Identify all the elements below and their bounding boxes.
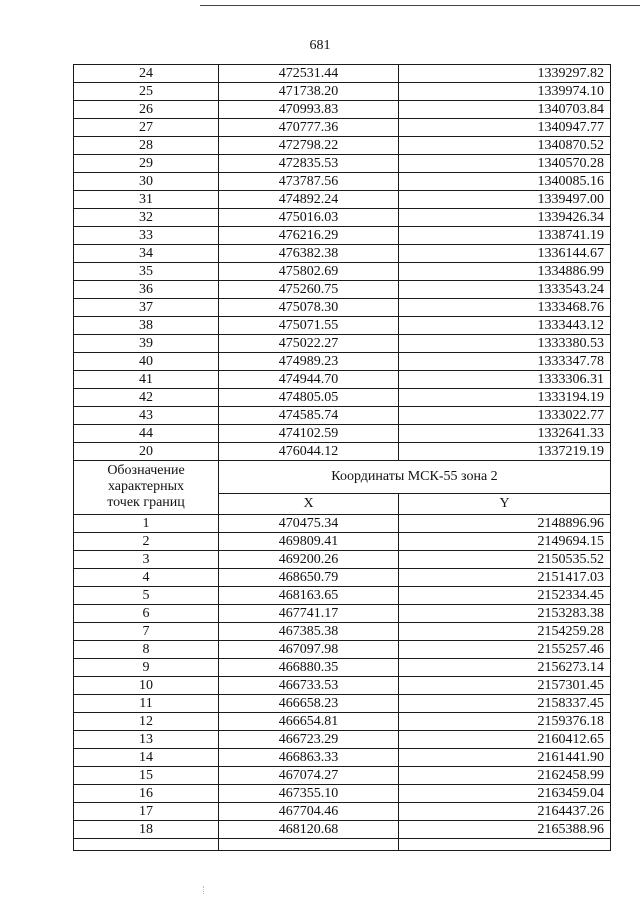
empty-cell	[399, 839, 611, 851]
point-number-cell: 43	[74, 407, 219, 425]
point-number-cell: 4	[74, 569, 219, 587]
point-number-cell: 32	[74, 209, 219, 227]
table-row	[74, 515, 611, 533]
table-row	[74, 677, 611, 695]
table-row	[74, 353, 611, 371]
x-coordinate-cell: 476044.12	[219, 443, 399, 461]
header-row	[74, 461, 611, 494]
point-number-cell: 25	[74, 83, 219, 101]
x-coordinate-cell: 466733.53	[219, 677, 399, 695]
x-coordinate-cell: 475078.30	[219, 299, 399, 317]
x-coordinate-cell: 472835.53	[219, 155, 399, 173]
x-coordinate-cell: 468163.65	[219, 587, 399, 605]
y-coordinate-cell: 1333194.19	[399, 389, 611, 407]
y-coordinate-cell: 2154259.28	[399, 623, 611, 641]
point-number-cell: 12	[74, 713, 219, 731]
y-coordinate-cell: 2156273.14	[399, 659, 611, 677]
y-coordinate-cell: 1333380.53	[399, 335, 611, 353]
x-coordinate-cell: 476382.38	[219, 245, 399, 263]
y-coordinate-cell: 1334886.99	[399, 263, 611, 281]
table-row	[74, 749, 611, 767]
x-coordinate-cell: 466654.81	[219, 713, 399, 731]
table-row	[74, 821, 611, 839]
point-number-cell: 41	[74, 371, 219, 389]
x-column-header: X	[219, 494, 399, 515]
y-coordinate-cell: 1333306.31	[399, 371, 611, 389]
table-row	[74, 209, 611, 227]
x-coordinate-cell: 474892.24	[219, 191, 399, 209]
x-coordinate-cell: 474805.05	[219, 389, 399, 407]
table-body	[74, 515, 611, 839]
point-number-cell: 34	[74, 245, 219, 263]
table-row	[74, 371, 611, 389]
point-number-cell: 8	[74, 641, 219, 659]
table-row	[74, 569, 611, 587]
table-row	[74, 335, 611, 353]
x-coordinate-cell: 474102.59	[219, 425, 399, 443]
x-coordinate-cell: 470777.36	[219, 119, 399, 137]
y-coordinate-cell: 1339426.34	[399, 209, 611, 227]
y-coordinate-cell: 2148896.96	[399, 515, 611, 533]
table-row	[74, 137, 611, 155]
point-number-cell: 33	[74, 227, 219, 245]
point-number-cell: 31	[74, 191, 219, 209]
x-coordinate-cell: 475260.75	[219, 281, 399, 299]
bottom-gap-row	[74, 839, 611, 851]
table-row	[74, 155, 611, 173]
table-row	[74, 83, 611, 101]
y-coordinate-cell: 1336144.67	[399, 245, 611, 263]
point-number-cell: 20	[74, 443, 219, 461]
y-coordinate-cell: 2158337.45	[399, 695, 611, 713]
point-number-cell: 13	[74, 731, 219, 749]
y-coordinate-cell: 2162458.99	[399, 767, 611, 785]
y-coordinate-cell: 2160412.65	[399, 731, 611, 749]
y-coordinate-cell: 1340570.28	[399, 155, 611, 173]
table-bottom-gap	[74, 839, 611, 851]
y-coordinate-cell: 1340085.16	[399, 173, 611, 191]
y-coordinate-cell: 2155257.46	[399, 641, 611, 659]
y-coordinate-cell: 1339974.10	[399, 83, 611, 101]
table-row	[74, 443, 611, 461]
top-rule	[200, 5, 640, 6]
point-number-cell: 5	[74, 587, 219, 605]
point-number-cell: 1	[74, 515, 219, 533]
point-number-cell: 3	[74, 551, 219, 569]
table-row	[74, 101, 611, 119]
point-number-cell: 29	[74, 155, 219, 173]
x-coordinate-cell: 470993.83	[219, 101, 399, 119]
table-row	[74, 587, 611, 605]
y-coordinate-cell: 1340703.84	[399, 101, 611, 119]
point-number-cell: 14	[74, 749, 219, 767]
table-row	[74, 713, 611, 731]
x-coordinate-cell: 475071.55	[219, 317, 399, 335]
y-coordinate-cell: 1340947.77	[399, 119, 611, 137]
y-coordinate-cell: 2163459.04	[399, 785, 611, 803]
point-number-cell: 26	[74, 101, 219, 119]
table-row	[74, 623, 611, 641]
y-coordinate-cell: 1333347.78	[399, 353, 611, 371]
point-number-cell: 17	[74, 803, 219, 821]
x-coordinate-cell: 475802.69	[219, 263, 399, 281]
point-number-cell: 36	[74, 281, 219, 299]
x-coordinate-cell: 474585.74	[219, 407, 399, 425]
table-row	[74, 641, 611, 659]
point-number-cell: 7	[74, 623, 219, 641]
x-coordinate-cell: 466658.23	[219, 695, 399, 713]
x-coordinate-cell: 474944.70	[219, 371, 399, 389]
table-row	[74, 299, 611, 317]
page-number: 681	[309, 38, 331, 53]
point-number-cell: 28	[74, 137, 219, 155]
point-number-cell: 27	[74, 119, 219, 137]
x-coordinate-cell: 475022.27	[219, 335, 399, 353]
point-number-cell: 44	[74, 425, 219, 443]
y-coordinate-cell: 2159376.18	[399, 713, 611, 731]
x-coordinate-cell: 466880.35	[219, 659, 399, 677]
x-coordinate-cell: 469200.26	[219, 551, 399, 569]
x-coordinate-cell: 470475.34	[219, 515, 399, 533]
table-row	[74, 551, 611, 569]
point-number-cell: 11	[74, 695, 219, 713]
table-row	[74, 785, 611, 803]
x-coordinate-cell: 472798.22	[219, 137, 399, 155]
empty-cell	[219, 839, 399, 851]
y-coordinate-cell: 1333022.77	[399, 407, 611, 425]
x-coordinate-cell: 467704.46	[219, 803, 399, 821]
table-row	[74, 245, 611, 263]
y-coordinate-cell: 2150535.52	[399, 551, 611, 569]
point-number-cell: 40	[74, 353, 219, 371]
y-coordinate-cell: 2161441.90	[399, 749, 611, 767]
x-coordinate-cell: 468120.68	[219, 821, 399, 839]
x-coordinate-cell: 467741.17	[219, 605, 399, 623]
coordinate-system-header: Координаты МСК-55 зона 2	[219, 461, 611, 494]
table-row	[74, 191, 611, 209]
table-row	[74, 227, 611, 245]
y-coordinate-cell: 1333443.12	[399, 317, 611, 335]
table-row	[74, 533, 611, 551]
table-row	[74, 425, 611, 443]
table-header	[74, 461, 611, 515]
y-coordinate-cell: 2151417.03	[399, 569, 611, 587]
y-coordinate-cell: 1340870.52	[399, 137, 611, 155]
y-coordinate-cell: 2153283.38	[399, 605, 611, 623]
y-coordinate-cell: 2149694.15	[399, 533, 611, 551]
point-number-cell: 35	[74, 263, 219, 281]
x-coordinate-cell: 474989.23	[219, 353, 399, 371]
x-coordinate-cell: 476216.29	[219, 227, 399, 245]
point-number-cell: 10	[74, 677, 219, 695]
x-coordinate-cell: 467385.38	[219, 623, 399, 641]
x-coordinate-cell: 473787.56	[219, 173, 399, 191]
x-coordinate-cell: 466723.29	[219, 731, 399, 749]
header-label-line: Обозначение	[107, 463, 185, 478]
coordinates-table	[73, 64, 611, 851]
y-coordinate-cell: 1337219.19	[399, 443, 611, 461]
x-coordinate-cell: 467074.27	[219, 767, 399, 785]
y-coordinate-cell: 1338741.19	[399, 227, 611, 245]
table-row	[74, 695, 611, 713]
table-row	[74, 767, 611, 785]
y-coordinate-cell: 1333543.24	[399, 281, 611, 299]
point-number-cell: 18	[74, 821, 219, 839]
x-coordinate-cell: 472531.44	[219, 65, 399, 83]
point-number-cell: 6	[74, 605, 219, 623]
point-number-cell: 42	[74, 389, 219, 407]
table-row	[74, 407, 611, 425]
point-number-cell: 9	[74, 659, 219, 677]
point-number-cell: 24	[74, 65, 219, 83]
scan-speck	[203, 886, 205, 894]
point-number-cell: 2	[74, 533, 219, 551]
table-row	[74, 317, 611, 335]
y-coordinate-cell: 1332641.33	[399, 425, 611, 443]
table-body-continued	[74, 65, 611, 461]
point-number-cell: 39	[74, 335, 219, 353]
point-number-cell: 37	[74, 299, 219, 317]
header-label-line: точек границ	[107, 495, 185, 510]
table-row	[74, 119, 611, 137]
y-coordinate-cell: 2165388.96	[399, 821, 611, 839]
table-row	[74, 281, 611, 299]
y-column-header: Y	[399, 494, 611, 515]
table-row	[74, 605, 611, 623]
x-coordinate-cell: 468650.79	[219, 569, 399, 587]
y-coordinate-cell: 1333468.76	[399, 299, 611, 317]
table-row	[74, 263, 611, 281]
x-coordinate-cell: 467355.10	[219, 785, 399, 803]
x-coordinate-cell: 469809.41	[219, 533, 399, 551]
point-number-cell: 30	[74, 173, 219, 191]
x-coordinate-cell: 466863.33	[219, 749, 399, 767]
y-coordinate-cell: 2157301.45	[399, 677, 611, 695]
point-number-cell: 38	[74, 317, 219, 335]
x-coordinate-cell: 471738.20	[219, 83, 399, 101]
point-number-cell: 15	[74, 767, 219, 785]
table-row	[74, 173, 611, 191]
point-number-cell: 16	[74, 785, 219, 803]
y-coordinate-cell: 1339497.00	[399, 191, 611, 209]
table-row	[74, 731, 611, 749]
y-coordinate-cell: 2164437.26	[399, 803, 611, 821]
x-coordinate-cell: 475016.03	[219, 209, 399, 227]
table-row	[74, 389, 611, 407]
point-designation-header	[74, 461, 219, 515]
header-label-line: характерных	[107, 479, 185, 494]
table-row	[74, 65, 611, 83]
table-row	[74, 659, 611, 677]
table-row	[74, 803, 611, 821]
x-coordinate-cell: 467097.98	[219, 641, 399, 659]
y-coordinate-cell: 1339297.82	[399, 65, 611, 83]
y-coordinate-cell: 2152334.45	[399, 587, 611, 605]
empty-cell	[74, 839, 219, 851]
